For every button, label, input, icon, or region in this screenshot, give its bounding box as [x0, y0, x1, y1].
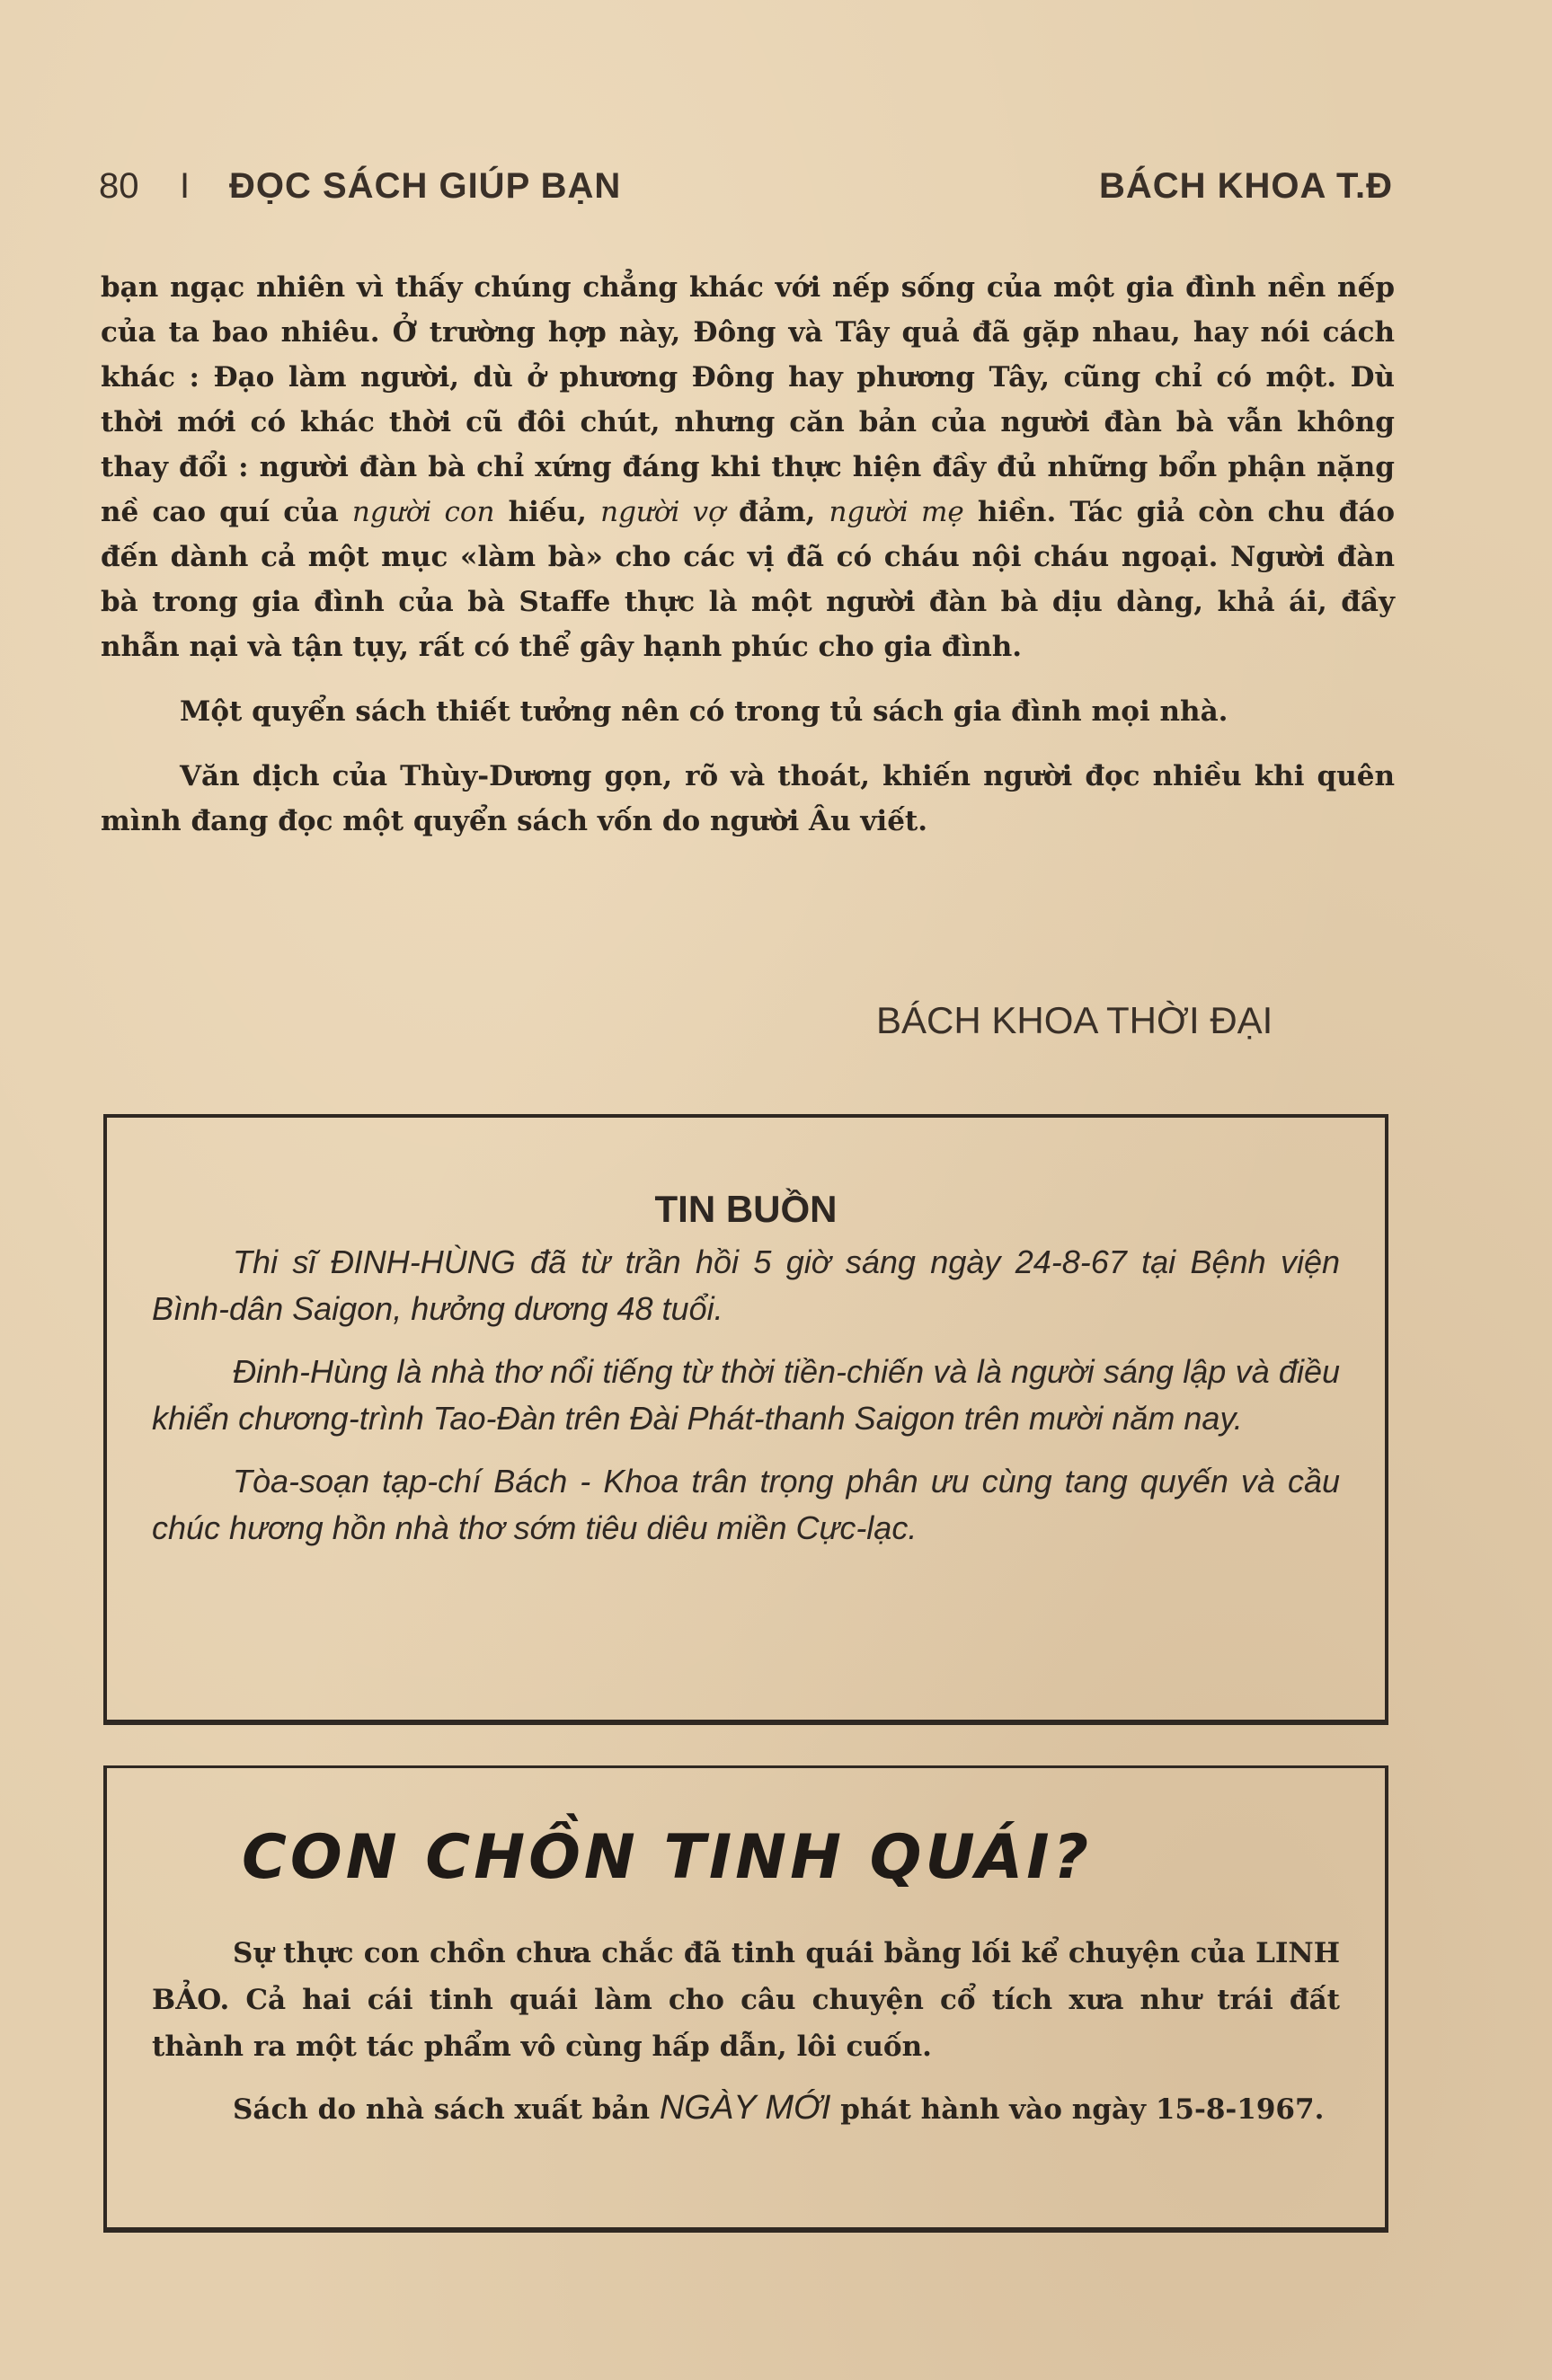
page-number: 80 [99, 166, 139, 206]
advert-text: Sách do nhà sách xuất bản [233, 2093, 660, 2126]
obituary-paragraph-3: Tòa-soạn tạp-chí Bách - Khoa trân trọng phân ưu cùng tang quyến và cầu chúc hương hồn nhà thơ sớm tiêu diêu miền Cực-lạc. [152, 1463, 1340, 1546]
review-emphasis: người vợ [600, 496, 725, 528]
advert-paragraph-2 [152, 2084, 1340, 2133]
advert-body [152, 1930, 1340, 2147]
obituary-paragraph-1: Thi sĩ ĐINH-HÙNG đã từ trần hồi 5 giờ sáng ngày 24-8-67 tại Bệnh viện Bình-dân Saigon, hưởng dương 48 tuổi. [152, 1243, 1340, 1327]
review-signature: BÁCH KHOA THỜI ĐẠI [876, 999, 1273, 1041]
review-emphasis: người mẹ [829, 496, 964, 528]
advert-box [103, 1765, 1388, 2233]
obituary-paragraph-2: Đinh-Hùng là nhà thơ nổi tiếng từ thời tiền-chiến và là người sáng lập và điều khiển chương-trình Tao-Đàn trên Đài Phát-thanh Saigon trên mười năm nay. [152, 1353, 1340, 1437]
review-text: hiền. Tác giả còn chu đáo đến dành cả một mục «làm bà» cho các vị đã có cháu nội cháu ngoại. Người đàn bà trong gia đình của bà Staffe thực là một người đàn bà dịu dàng, khả ái, đầy nhẫn nại và tận tụy, rất có thể gây hạnh phúc cho gia đình. [101, 496, 1396, 663]
review-text: bạn ngạc nhiên vì thấy chúng chẳng khác với nếp sống của một gia đình nền nếp của ta bao nhiêu. Ở trường hợp này, Đông và Tây quả đã gặp nhau, hay nói cách khác : Đạo làm người, dù ở phương Đông hay phương Tây, cũng chỉ có một. Dù thời mới có khác thời cũ đôi chút, nhưng căn bản của người đàn bà vẫn không thay đổi : người đàn bà chỉ xứng đáng khi thực hiện đầy đủ những bổn phận nặng nề cao quí của [101, 271, 1395, 528]
review-text: hiếu, [494, 496, 601, 528]
review-paragraph-1 [101, 265, 1395, 669]
section-title: ĐỌC SÁCH GIÚP BẠN [229, 166, 622, 206]
review-paragraph-3: Văn dịch của Thùy-Dương gọn, rõ và thoát, khiến người đọc nhiều khi quên mình đang đọc một quyển sách vốn do người Âu viết. [101, 760, 1395, 837]
page-header [99, 166, 1393, 220]
advert-title: CON CHỒN TINH QUÁI? [242, 1822, 1093, 1893]
obituary-title: TIN BUỒN [654, 1188, 838, 1230]
obituary-body [152, 1239, 1340, 1568]
review-emphasis: người con [351, 496, 495, 528]
header-separator: I [180, 166, 191, 206]
review-text: đảm, [724, 496, 829, 528]
advert-text: phát hành vào ngày 15-8-1967. [830, 2093, 1325, 2126]
publisher-name: NGÀY MỚI [659, 2089, 831, 2127]
review-paragraph-2: Một quyển sách thiết tưởng nên có trong tủ sách gia đình mọi nhà. [180, 695, 1228, 728]
review-body [101, 265, 1395, 844]
magazine-title: BÁCH KHOA T.Đ [1098, 166, 1393, 206]
obituary-box [103, 1114, 1388, 1725]
advert-paragraph-1: Sự thực con chồn chưa chắc đã tinh quái bằng lối kể chuyện của LINH BẢO. Cả hai cái tinh quái làm cho câu chuyện cổ tích xưa như trái đất thành ra một tác phẩm vô cùng hấp dẫn, lôi cuốn. [152, 1937, 1340, 2063]
